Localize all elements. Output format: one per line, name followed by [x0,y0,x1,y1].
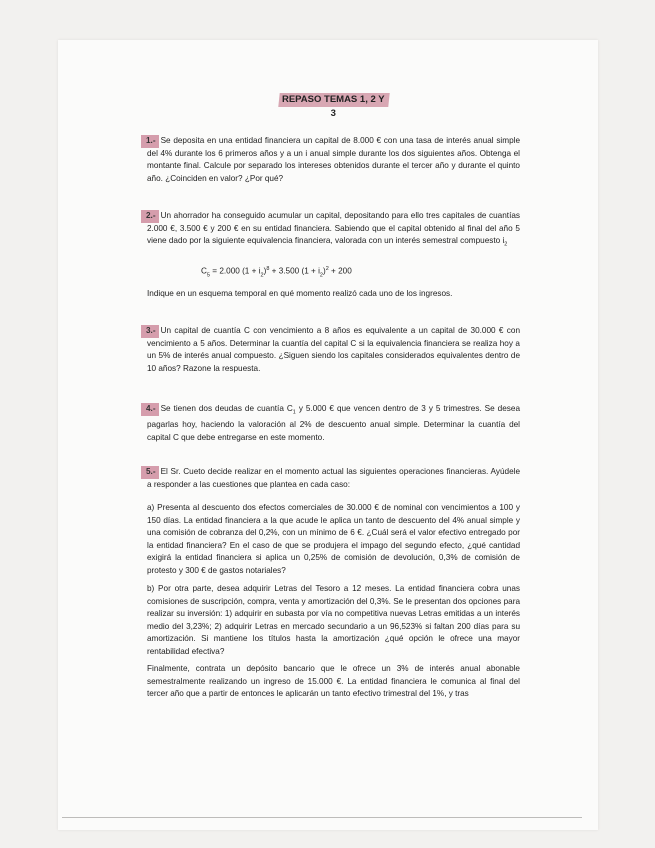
question-3 [147,325,520,375]
question-4-number: 4.- [141,403,159,416]
question-2-formula: $C_5 = 2.000$ $(1 + i_2)^8 + 3.500$ $(1 + i_2)^2 + 200$ [201,266,352,279]
question-5-part-a: a) Presenta al descuento dos efectos comerciales de 30.000 € de nominal con vencimientos a 100 y 150 días. La entidad financiera a la que acude le aplica un tanto de descuento del 4% anual simple y una comisión de cobranza del 0,2%, con un mínimo de 6 €. ¿Cuál será el valor efectivo entregado por la entidad financiera? En el caso de que se produjera el impago del segundo efecto, ¿qué cantidad exigirá la entidad financiera si aplica un 0,25% de comisión de devolución, 0,3% de comisión de protesto y 300 € de gastos notariales? [147,503,520,575]
question-1-text: Se deposita en una entidad financiera un capital de 8.000 € con una tasa de interés anual simple del 4% durante los 6 primeros años y a un i anual simple durante los dos siguientes años. Obtenga el montante final. Calcule por separado los intereses obtenidos durante el tercer año y durante el quinto año. ¿Coinciden en valor? ¿Por qué? [147,136,520,183]
question-5-final: Finalmente, contrata un depósito bancario que le ofrece un 3% de interés anual abonable semestralmente realizando un ingreso de 15.000 €. La entidad financiera le comunica al final del tercer año que a partir de entonces le aplicarán un tanto efectivo trimestral del 1%, y tras [147,664,520,698]
question-2-text: Un ahorrador ha conseguido acumular un capital, depositando para ello tres capitales de cuantías 2.000 €, 3.500 € y 200 € en su entidad financiera. Sabiendo que el capital obtenido al final del año 5 viene dado por la siguiente equivalencia financiera, valorada con un interés semestral compuesto i [147,211,520,245]
question-1-number: 1.- [141,135,159,148]
question-5-number: 5.- [141,466,159,479]
question-4: 4.- Se tienen dos deudas de cuantía $C_1$ y 5.000 € que vencen dentro de 3 y 5 trimestres. Se desea pagarlas hoy, haciendo la valoración al 2% de descuento anual simple. Determinar la cuantía del capital C que debe entregarse en este momento. [147,403,520,444]
question-5-intro: 5.- El Sr. Cueto decide realizar en el momento actual las siguientes operaciones financieras. Ayúdele a responder a las cuestiones que plantea en cada caso: [147,466,520,491]
page-bottom-edge [62,817,582,818]
question-1 [147,135,520,185]
question-3-number: 3.- [141,325,159,338]
document-title: REPASO TEMAS 1, 2 Y 3 [278,93,389,107]
question-2: 2.- Un ahorrador ha conseguido acumular un capital, depositando para ello tres capitales de cuantías 2.000 €, 3.500 € y 200 € en su entidad financiera. Sabiendo que el capital obtenido al final del año 5 viene dado por la siguiente equivalencia financiera, valorada con un interés semestral compuesto $i_2$ [147,210,520,251]
question-2-instruction: Indique en un esquema temporal en qué momento realizó cada uno de los ingresos. [147,289,453,298]
question-2-number: 2.- [141,210,159,223]
question-3-text: Un capital de cuantía C con vencimiento a 8 años es equivalente a un capital de 30.000 € con vencimiento a 5 años. Determinar la cuantía del capital C si la equivalencia financiera se realiza hoy a un 5% de interés anual compuesto. ¿Siguen siendo los capitales considerados equivalentes dentro de 10 años? Razone la respuesta. [147,326,520,373]
question-5-part-b: b) Por otra parte, desea adquirir Letras del Tesoro a 12 meses. La entidad financiera cobra unas comisiones de suscripción, compra, venta y amortización del 0,3%. Se le presentan dos opciones para realizar su inversión: 1) adquirir en subasta por vía no competitiva nuevas Letras emitidas a un interés medio del 3,23%; 2) adquirir Letras en mercado secundario a un 96,523% si faltan 200 días para su amortización. Si mantiene los títulos hasta la amortización ¿qué opción le ofrece una mayor rentabilidad efectiva? [147,584,520,656]
